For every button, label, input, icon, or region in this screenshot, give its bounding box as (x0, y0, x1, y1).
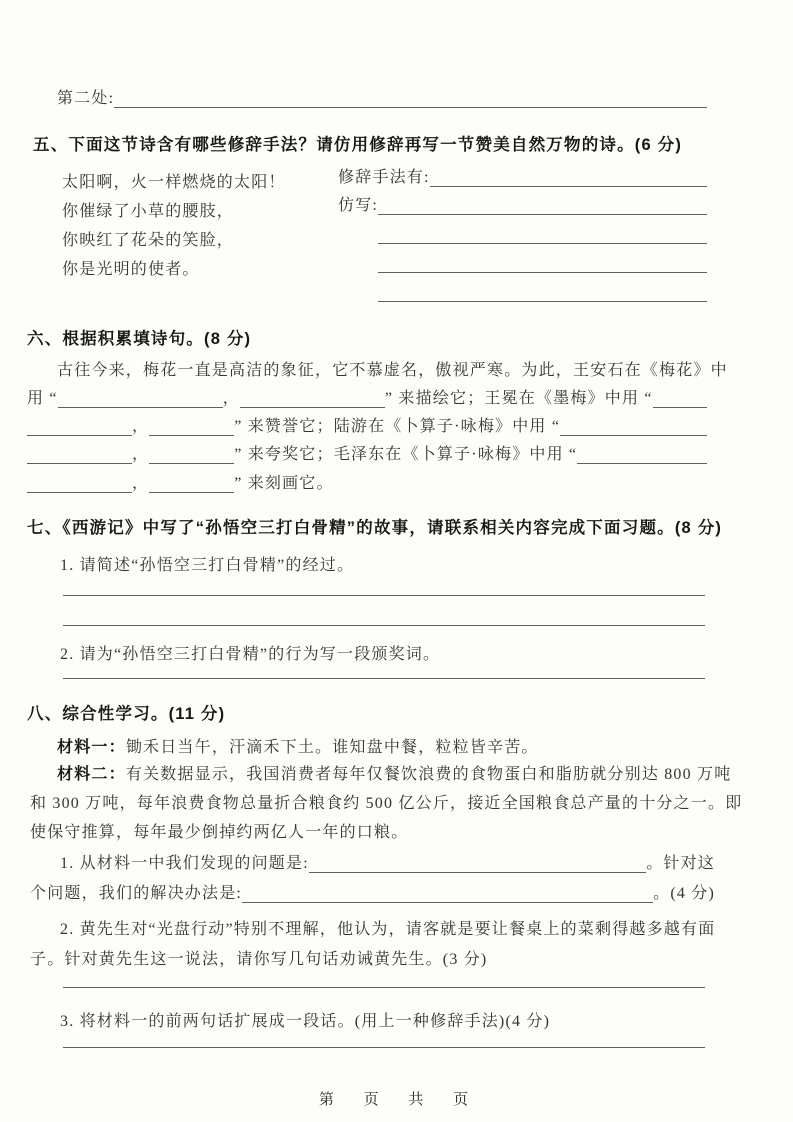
material-2-label: 材料二： (57, 766, 126, 783)
fill-row-3 (27, 448, 707, 464)
item-1-points: 。(4 分) (653, 885, 715, 902)
poem-line-1: 太阳啊，火一样燃烧的太阳！ (62, 174, 286, 191)
material-1-row (57, 738, 539, 757)
answer-line (63, 987, 705, 988)
answer-line (378, 243, 707, 244)
fill-blank-line (577, 447, 707, 464)
material-2-line-2: 和 300 万吨，每年浪费食物总量折合粮食约 500 亿公斤，接近全国粮食总产量的十分之一。即 (30, 795, 743, 812)
fill-blank-line (560, 419, 707, 436)
fill-blank-line (27, 419, 132, 436)
fill-blank-line (149, 476, 234, 493)
fill-comma: ， (132, 446, 150, 463)
question-8-item-2-line-2: 子。针对黄先生这一说法，请你写几句话劝诫黄先生。(3 分) (30, 951, 488, 968)
fill-blank-line (430, 169, 707, 187)
answer-line (63, 625, 705, 626)
answer-line (378, 272, 707, 273)
poem-line-3: 你映红了花朵的笑脸， (62, 232, 235, 249)
material-2-block (30, 760, 743, 847)
fill-pre: 用 “ (27, 390, 58, 407)
answer-line (63, 595, 705, 596)
answer-line (63, 678, 705, 679)
fill-comma: ， (132, 475, 150, 492)
fill-tail: ” 来夸奖它；毛泽东在《卜算子·咏梅》中用 “ (234, 446, 578, 463)
fill-blank-line (309, 856, 646, 873)
answer-line (378, 301, 707, 302)
fill-blank-line (27, 447, 132, 464)
fill-blank-line (149, 447, 234, 464)
question-8-heading: 八、综合性学习。(11 分) (27, 705, 226, 723)
answer-line (63, 1047, 705, 1048)
fill-blank-line (27, 476, 132, 493)
material-1-label: 材料一： (57, 739, 126, 756)
item-1-mid: 。针对这 (646, 855, 715, 872)
fill-blank-line (149, 419, 234, 436)
question-8-item-1-row-2 (30, 887, 715, 903)
fill-comma: ， (222, 390, 240, 407)
poem-line-4: 你是光明的使者。 (62, 261, 200, 278)
question-5-heading: 五、下面这节诗含有哪些修辞手法？请仿用修辞再写一节赞美自然万物的诗。(6 分) (33, 136, 683, 154)
fill-blank-line (653, 391, 707, 408)
fill-blank-line (114, 90, 707, 108)
footer-page-label: 第 页 共 页 (318, 1092, 475, 1108)
item-1-prompt: 1. 从材料一中我们发现的问题是: (60, 855, 309, 872)
question-7-item-1: 1. 请简述“孙悟空三打白骨精”的经过。 (60, 557, 355, 574)
fill-comma: ， (132, 418, 150, 435)
imitate-label: 仿写: (338, 197, 379, 214)
poem-block (62, 168, 286, 284)
item-1-prompt-2: 个问题，我们的解决办法是: (30, 885, 243, 902)
material-2-line-3: 使保守推算，每年最少倒掉约两亿人一年的口粮。 (30, 824, 409, 841)
material-2-text: 有关数据显示，我国消费者每年仅餐饮浪费的食物蛋白和脂肪就分别达 800 万吨 (125, 766, 732, 783)
fill-tail: ” 来刻画它。 (234, 475, 334, 492)
question-8-item-1-row-1 (60, 857, 715, 873)
rhetoric-label: 修辞手法有: (338, 169, 430, 186)
fill-tail: ” 来赞誉它；陆游在《卜算子·咏梅》中用 “ (234, 418, 561, 435)
poem-line-2: 你催绿了小草的腰肢， (62, 203, 235, 220)
fill-row-2 (27, 420, 707, 436)
fill-blank-line (378, 197, 707, 215)
fill-row-4 (27, 477, 707, 493)
question-6-heading: 六、根据积累填诗句。(8 分) (27, 330, 252, 348)
question-8-item-3: 3. 将材料一的前两句话扩展成一段话。(用上一种修辞手法)(4 分) (60, 1013, 551, 1030)
material-1-text: 锄禾日当午，汗滴禾下土。谁知盘中餐，粒粒皆辛苦。 (125, 739, 539, 756)
question-6-intro: 古往今来，梅花一直是高洁的象征，它不慕虚名，傲视严寒。为此，王安石在《梅花》中 (57, 362, 728, 379)
fill-tail: ” 来描绘它；王冕在《墨梅》中用 “ (384, 390, 653, 407)
fill-blank-line (240, 391, 385, 408)
material-2-line-1 (57, 760, 732, 789)
question-7-item-2: 2. 请为“孙悟空三打白骨精”的行为写一段颁奖词。 (60, 646, 441, 663)
fill-blank-line (58, 391, 223, 408)
fill-row-1 (27, 392, 707, 408)
second-spot-row (57, 91, 707, 108)
imitate-answer-row (338, 198, 707, 215)
question-7-heading: 七、《西游记》中写了“孙悟空三打白骨精”的故事，请联系相关内容完成下面习题。(8 分) (27, 519, 723, 537)
rhetoric-answer-row (338, 170, 707, 187)
fill-blank-line (242, 886, 653, 903)
second-spot-label: 第二处: (57, 90, 115, 107)
question-8-item-2-line-1: 2. 黄先生对“光盘行动”特别不理解，他认为，请客就是要让餐桌上的菜剩得越多越有面 (60, 921, 716, 938)
